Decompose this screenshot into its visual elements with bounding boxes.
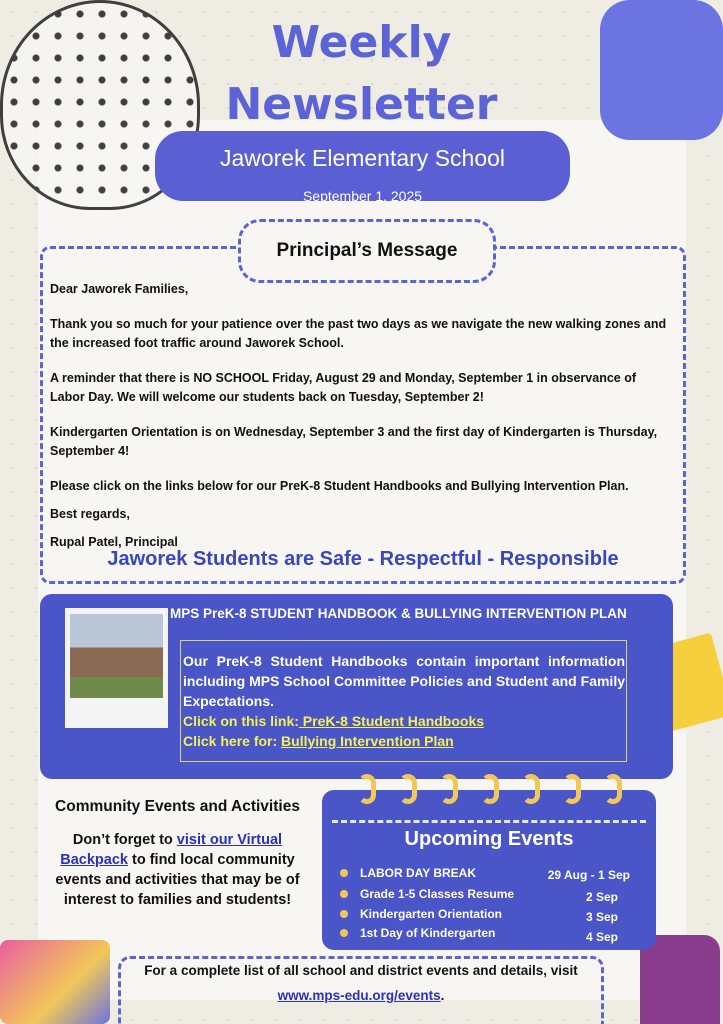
bullet-icon — [340, 869, 348, 877]
signature: Rupal Patel, Principal — [50, 535, 178, 549]
link-prefix: Click here for: — [183, 733, 282, 749]
events-heading: Upcoming Events — [404, 828, 574, 850]
school-photo — [65, 608, 168, 728]
greeting: Dear Jaworek Families, — [50, 282, 189, 296]
footer-text: For a complete list of all school and district events and details, visit — [144, 963, 578, 978]
link-prefix: Click on this link: — [183, 713, 299, 729]
spiral-ring-icon — [358, 774, 376, 804]
community-text: Don’t forget to — [72, 832, 177, 848]
message-paragraph: A reminder that there is NO SCHOOL Friday, August 29 and Monday, September 1 in observance of Labor Day. We will welcome our students back on Tuesday, September 2! — [50, 371, 637, 404]
closing: Best regards, — [50, 507, 130, 521]
spiral-ring-icon — [440, 774, 458, 804]
upcoming-events-card — [322, 790, 656, 950]
bullying-plan-link[interactable]: Bullying Intervention Plan — [281, 733, 454, 749]
spiral-ring-icon — [481, 774, 499, 804]
jar-illustration — [640, 935, 720, 1024]
bullet-icon — [340, 890, 348, 898]
school-motto: Jaworek Students are Safe - Respectful - Responsible — [107, 548, 619, 570]
event-item — [340, 926, 630, 944]
event-name: Grade 1-5 Classes Resume — [360, 887, 515, 901]
event-item — [340, 866, 630, 880]
student-handbooks-link[interactable]: PreK-8 Student Handbooks — [298, 713, 485, 729]
handbook-title: MPS PreK-8 STUDENT HANDBOOK & BULLYING INTERVENTION PLAN — [170, 606, 627, 621]
event-item — [340, 907, 630, 924]
event-date: 2 Sep — [585, 890, 618, 904]
events-website-link[interactable]: www.mps-edu.org/events — [277, 988, 441, 1003]
footer-period: . — [440, 988, 445, 1003]
event-name: Kindergarten Orientation — [360, 907, 503, 921]
school-banner — [155, 131, 570, 204]
spiral-ring-icon — [399, 774, 417, 804]
principal-message-body — [50, 280, 670, 568]
event-date: 29 Aug - 1 Sep — [547, 868, 630, 882]
footer-box — [118, 956, 604, 1024]
newsletter-title-line2: Newsletter — [225, 79, 498, 130]
community-section — [40, 798, 315, 910]
spiral-ring-icon — [563, 774, 581, 804]
event-date: 4 Sep — [585, 930, 618, 944]
bullet-icon — [340, 910, 348, 918]
principal-message-heading: Principal’s Message — [238, 219, 496, 283]
newsletter-title-line1: Weekly — [271, 17, 452, 68]
message-paragraph: Kindergarten Orientation is on Wednesday, September 3 and the first day of Kindergarten is Thursday, September 4! — [50, 425, 658, 458]
handbook-info-box — [180, 640, 627, 762]
event-name: 1st Day of Kindergarten — [360, 926, 496, 940]
newsletter-date: September 1, 2025 — [302, 188, 423, 204]
message-paragraph: Please click on the links below for our PreK-8 Student Handbooks and Bullying Intervention Plan. — [50, 479, 629, 493]
message-paragraph: Thank you so much for your patience over the past two days as we navigate the new walking zones and the increased foot traffic around Jaworek School. — [50, 317, 667, 350]
community-text: to find local community events and activities that may be of interest to families and students! — [55, 852, 300, 908]
event-name: LABOR DAY BREAK — [360, 866, 477, 880]
supplies-illustration — [0, 940, 110, 1024]
school-name: Jaworek Elementary School — [219, 145, 506, 171]
virtual-backpack-link[interactable]: visit our Virtual Backpack — [60, 832, 283, 868]
spiral-ring-icon — [522, 774, 540, 804]
event-item — [340, 887, 630, 904]
handbook-description: Our PreK-8 Student Handbooks contain important information including MPS School Committee Policies and Student and Family Expectations. — [183, 653, 625, 709]
community-heading: Community Events and Activities — [55, 798, 300, 815]
bullet-icon — [340, 929, 348, 937]
event-date: 3 Sep — [585, 910, 618, 924]
spiral-ring-icon — [604, 774, 622, 804]
